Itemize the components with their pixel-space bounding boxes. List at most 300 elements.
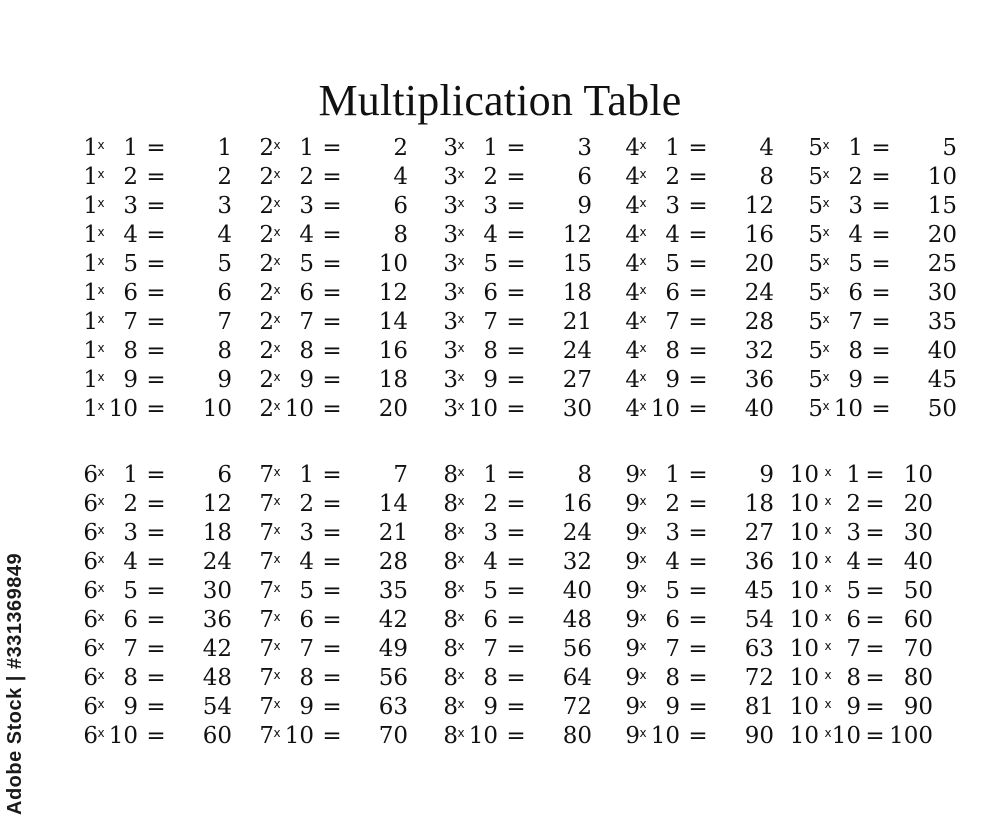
product: 72 bbox=[744, 665, 774, 691]
multiplier: 2 bbox=[299, 164, 314, 190]
equals-sign: = bbox=[506, 338, 526, 364]
equation-row bbox=[787, 577, 977, 606]
multiply-sign: x bbox=[639, 581, 647, 595]
multiply-sign: x bbox=[639, 552, 647, 566]
equals-sign: = bbox=[146, 694, 166, 720]
product: 14 bbox=[378, 491, 408, 517]
multiplicand: 1 bbox=[83, 280, 98, 306]
multiplier: 3 bbox=[299, 193, 314, 219]
multiplier: 8 bbox=[665, 665, 680, 691]
multiplier: 1 bbox=[123, 135, 138, 161]
multiplicand: 5 bbox=[808, 193, 823, 219]
multiplicand: 5 bbox=[808, 222, 823, 248]
multiplier: 10 bbox=[468, 723, 498, 749]
equals-sign: = bbox=[146, 222, 166, 248]
multiplier: 1 bbox=[483, 135, 498, 161]
multiply-sign: x bbox=[273, 254, 281, 268]
multiply-sign: x bbox=[97, 726, 105, 740]
equation-row bbox=[72, 134, 262, 163]
multiplicand: 10 bbox=[789, 491, 819, 517]
multiplier: 10 bbox=[284, 396, 314, 422]
product: 48 bbox=[202, 665, 232, 691]
multiplier: 4 bbox=[299, 222, 314, 248]
equals-sign: = bbox=[146, 309, 166, 335]
stock-watermark-id: Adobe Stock | #331369849 bbox=[4, 552, 26, 815]
equals-sign: = bbox=[871, 338, 891, 364]
multiplicand: 6 bbox=[83, 665, 98, 691]
equals-sign: = bbox=[871, 367, 891, 393]
product: 3 bbox=[217, 193, 232, 219]
product: 8 bbox=[393, 222, 408, 248]
equals-sign: = bbox=[146, 636, 166, 662]
multiplier: 2 bbox=[665, 491, 680, 517]
multiplicand: 6 bbox=[83, 491, 98, 517]
multiplier: 6 bbox=[123, 280, 138, 306]
multiply-sign: x bbox=[639, 399, 647, 413]
multiplier: 3 bbox=[848, 193, 863, 219]
equals-sign: = bbox=[146, 520, 166, 546]
equals-sign: = bbox=[322, 694, 342, 720]
equation-row bbox=[72, 221, 262, 250]
multiplier: 3 bbox=[665, 520, 680, 546]
multiplicand: 7 bbox=[259, 520, 274, 546]
multiplier: 10 bbox=[108, 723, 138, 749]
multiply-sign: x bbox=[457, 494, 465, 508]
equals-sign: = bbox=[146, 396, 166, 422]
multiplicand: 2 bbox=[259, 222, 274, 248]
multiplier: 8 bbox=[483, 665, 498, 691]
product: 45 bbox=[927, 367, 957, 393]
multiply-sign: x bbox=[457, 697, 465, 711]
equation-row bbox=[248, 250, 438, 279]
multiply-sign: x bbox=[273, 138, 281, 152]
page-title: Multiplication Table bbox=[318, 76, 682, 126]
product: 15 bbox=[927, 193, 957, 219]
product: 60 bbox=[202, 723, 232, 749]
multiplicand: 3 bbox=[443, 367, 458, 393]
multiplicand: 9 bbox=[625, 723, 640, 749]
multiplicand: 2 bbox=[259, 338, 274, 364]
product: 9 bbox=[577, 193, 592, 219]
multiply-sign: x bbox=[457, 726, 465, 740]
multiplier: 5 bbox=[123, 251, 138, 277]
product: 21 bbox=[378, 520, 408, 546]
multiplier: 9 bbox=[299, 367, 314, 393]
equation-row bbox=[797, 308, 987, 337]
equals-sign: = bbox=[506, 694, 526, 720]
multiply-sign: x bbox=[97, 283, 105, 297]
multiplier: 6 bbox=[483, 607, 498, 633]
equation-row bbox=[432, 461, 622, 490]
multiplicand: 6 bbox=[83, 636, 98, 662]
equation-row bbox=[614, 337, 804, 366]
equation-row bbox=[614, 577, 804, 606]
multiplier: 5 bbox=[299, 251, 314, 277]
equation-row bbox=[432, 134, 622, 163]
multiplier: 6 bbox=[483, 280, 498, 306]
multiply-sign: x bbox=[273, 697, 281, 711]
equals-sign: = bbox=[322, 491, 342, 517]
equals-sign: = bbox=[506, 367, 526, 393]
equation-row bbox=[72, 366, 262, 395]
multiply-sign: x bbox=[457, 225, 465, 239]
multiplicand: 10 bbox=[789, 607, 819, 633]
multiplier: 2 bbox=[483, 164, 498, 190]
multiplier: 4 bbox=[299, 549, 314, 575]
multiply-sign: x bbox=[97, 138, 105, 152]
equation-row bbox=[797, 192, 987, 221]
multiplicand: 10 bbox=[789, 578, 819, 604]
product: 21 bbox=[562, 309, 592, 335]
multiplicand: 3 bbox=[443, 396, 458, 422]
multiply-sign: x bbox=[457, 399, 465, 413]
equals-sign: = bbox=[688, 462, 708, 488]
multiply-sign: x bbox=[273, 225, 281, 239]
multiplicand: 1 bbox=[83, 309, 98, 335]
multiplier: 2 bbox=[123, 164, 138, 190]
product: 35 bbox=[927, 309, 957, 335]
equation-row bbox=[614, 279, 804, 308]
equals-sign: = bbox=[322, 462, 342, 488]
product: 24 bbox=[562, 520, 592, 546]
equals-sign: = bbox=[871, 193, 891, 219]
multiply-sign: x bbox=[97, 523, 105, 537]
equals-sign: = bbox=[688, 280, 708, 306]
multiply-sign: x bbox=[822, 283, 830, 297]
equals-sign: = bbox=[865, 578, 885, 604]
multiply-sign: x bbox=[822, 138, 830, 152]
multiply-sign: x bbox=[97, 552, 105, 566]
equals-sign: = bbox=[865, 607, 885, 633]
multiplicand: 10 bbox=[789, 636, 819, 662]
equation-row bbox=[787, 461, 977, 490]
equals-sign: = bbox=[506, 723, 526, 749]
equals-sign: = bbox=[871, 396, 891, 422]
equation-row bbox=[432, 221, 622, 250]
multiplier: 8 bbox=[299, 665, 314, 691]
multiplicand: 4 bbox=[625, 396, 640, 422]
product: 27 bbox=[744, 520, 774, 546]
multiply-sign: x bbox=[97, 167, 105, 181]
equation-row bbox=[72, 250, 262, 279]
equation-row bbox=[72, 163, 262, 192]
product: 24 bbox=[744, 280, 774, 306]
product: 50 bbox=[903, 578, 933, 604]
equation-row bbox=[614, 635, 804, 664]
multiply-sign: x bbox=[824, 494, 832, 508]
multiplicand: 10 bbox=[789, 520, 819, 546]
equation-row bbox=[787, 490, 977, 519]
multiply-sign: x bbox=[639, 494, 647, 508]
multiplier: 1 bbox=[123, 462, 138, 488]
equals-sign: = bbox=[506, 549, 526, 575]
multiplier: 10 bbox=[831, 723, 861, 749]
multiply-sign: x bbox=[273, 370, 281, 384]
multiplier: 1 bbox=[665, 135, 680, 161]
equals-sign: = bbox=[506, 309, 526, 335]
multiply-sign: x bbox=[824, 610, 832, 624]
product: 1 bbox=[217, 135, 232, 161]
product: 8 bbox=[577, 462, 592, 488]
equation-row bbox=[797, 395, 987, 424]
multiply-sign: x bbox=[457, 552, 465, 566]
multiply-sign: x bbox=[457, 312, 465, 326]
multiply-sign: x bbox=[457, 370, 465, 384]
multiplier: 4 bbox=[665, 549, 680, 575]
equation-row bbox=[797, 279, 987, 308]
multiply-sign: x bbox=[824, 639, 832, 653]
multiplicand: 3 bbox=[443, 309, 458, 335]
multiply-sign: x bbox=[822, 167, 830, 181]
multiplier: 2 bbox=[846, 491, 861, 517]
equation-row bbox=[614, 722, 804, 751]
multiply-sign: x bbox=[639, 668, 647, 682]
equals-sign: = bbox=[688, 367, 708, 393]
equals-sign: = bbox=[506, 578, 526, 604]
product: 40 bbox=[744, 396, 774, 422]
multiply-sign: x bbox=[97, 399, 105, 413]
multiplier: 10 bbox=[650, 396, 680, 422]
equation-row bbox=[614, 192, 804, 221]
multiply-sign: x bbox=[822, 370, 830, 384]
product: 72 bbox=[562, 694, 592, 720]
equals-sign: = bbox=[871, 222, 891, 248]
multiplicand: 8 bbox=[443, 549, 458, 575]
equals-sign: = bbox=[322, 578, 342, 604]
equals-sign: = bbox=[506, 607, 526, 633]
multiplier: 7 bbox=[299, 636, 314, 662]
equation-row bbox=[72, 490, 262, 519]
equation-row bbox=[248, 221, 438, 250]
equals-sign: = bbox=[146, 607, 166, 633]
equation-row bbox=[248, 308, 438, 337]
equals-sign: = bbox=[146, 135, 166, 161]
equals-sign: = bbox=[865, 549, 885, 575]
equals-sign: = bbox=[871, 251, 891, 277]
equation-row bbox=[797, 366, 987, 395]
multiply-sign: x bbox=[273, 668, 281, 682]
product: 10 bbox=[202, 396, 232, 422]
multiplier: 4 bbox=[483, 549, 498, 575]
multiply-sign: x bbox=[97, 639, 105, 653]
multiplier: 5 bbox=[665, 578, 680, 604]
equation-row bbox=[432, 606, 622, 635]
product: 40 bbox=[562, 578, 592, 604]
multiplier: 5 bbox=[483, 251, 498, 277]
product: 36 bbox=[744, 549, 774, 575]
multiplier: 7 bbox=[483, 636, 498, 662]
multiply-sign: x bbox=[97, 254, 105, 268]
multiplicand: 3 bbox=[443, 193, 458, 219]
multiplicand: 7 bbox=[259, 694, 274, 720]
multiply-sign: x bbox=[639, 610, 647, 624]
equation-row bbox=[797, 250, 987, 279]
equation-row bbox=[248, 337, 438, 366]
multiplicand: 2 bbox=[259, 251, 274, 277]
equation-row bbox=[248, 366, 438, 395]
equation-row bbox=[614, 519, 804, 548]
multiplicand: 10 bbox=[789, 462, 819, 488]
equals-sign: = bbox=[146, 251, 166, 277]
multiply-sign: x bbox=[273, 552, 281, 566]
multiplicand: 1 bbox=[83, 338, 98, 364]
equals-sign: = bbox=[688, 338, 708, 364]
equals-sign: = bbox=[688, 396, 708, 422]
multiplicand: 2 bbox=[259, 280, 274, 306]
product: 24 bbox=[562, 338, 592, 364]
times-table-1 bbox=[72, 134, 262, 424]
multiplier: 8 bbox=[848, 338, 863, 364]
product: 80 bbox=[562, 723, 592, 749]
times-table-6 bbox=[72, 461, 262, 751]
multiply-sign: x bbox=[97, 341, 105, 355]
equals-sign: = bbox=[146, 193, 166, 219]
multiplicand: 2 bbox=[259, 367, 274, 393]
multiply-sign: x bbox=[639, 225, 647, 239]
multiplicand: 7 bbox=[259, 636, 274, 662]
multiplicand: 8 bbox=[443, 462, 458, 488]
product: 56 bbox=[562, 636, 592, 662]
multiplier: 7 bbox=[665, 309, 680, 335]
equals-sign: = bbox=[865, 665, 885, 691]
product: 6 bbox=[577, 164, 592, 190]
equals-sign: = bbox=[146, 549, 166, 575]
multiplier: 6 bbox=[123, 607, 138, 633]
multiplicand: 4 bbox=[625, 251, 640, 277]
multiplier: 4 bbox=[123, 549, 138, 575]
multiplicand: 4 bbox=[625, 367, 640, 393]
multiplicand: 5 bbox=[808, 309, 823, 335]
equation-row bbox=[614, 693, 804, 722]
multiplier: 8 bbox=[846, 665, 861, 691]
multiplicand: 5 bbox=[808, 135, 823, 161]
multiplicand: 1 bbox=[83, 193, 98, 219]
product: 42 bbox=[202, 636, 232, 662]
multiplier: 7 bbox=[665, 636, 680, 662]
multiplier: 7 bbox=[123, 636, 138, 662]
equals-sign: = bbox=[506, 636, 526, 662]
multiplicand: 9 bbox=[625, 578, 640, 604]
times-table-10 bbox=[787, 461, 977, 751]
multiply-sign: x bbox=[97, 370, 105, 384]
equals-sign: = bbox=[506, 164, 526, 190]
multiplicand: 5 bbox=[808, 367, 823, 393]
equals-sign: = bbox=[688, 193, 708, 219]
equals-sign: = bbox=[146, 462, 166, 488]
multiplier: 1 bbox=[665, 462, 680, 488]
equation-row bbox=[614, 134, 804, 163]
product: 24 bbox=[202, 549, 232, 575]
multiply-sign: x bbox=[273, 523, 281, 537]
product: 6 bbox=[217, 462, 232, 488]
equals-sign: = bbox=[506, 193, 526, 219]
equation-row bbox=[787, 722, 977, 751]
equation-row bbox=[72, 519, 262, 548]
multiplier: 8 bbox=[123, 665, 138, 691]
multiplicand: 3 bbox=[443, 222, 458, 248]
product: 20 bbox=[927, 222, 957, 248]
equation-row bbox=[614, 250, 804, 279]
equation-row bbox=[432, 722, 622, 751]
equation-row bbox=[432, 395, 622, 424]
multiplicand: 7 bbox=[259, 607, 274, 633]
product: 35 bbox=[378, 578, 408, 604]
equation-row bbox=[248, 519, 438, 548]
product: 42 bbox=[378, 607, 408, 633]
multiply-sign: x bbox=[457, 167, 465, 181]
multiplier: 7 bbox=[483, 309, 498, 335]
product: 14 bbox=[378, 309, 408, 335]
multiplicand: 7 bbox=[259, 723, 274, 749]
equation-row bbox=[787, 693, 977, 722]
multiply-sign: x bbox=[273, 465, 281, 479]
product: 49 bbox=[378, 636, 408, 662]
product: 27 bbox=[562, 367, 592, 393]
equation-row bbox=[787, 548, 977, 577]
multiply-sign: x bbox=[639, 697, 647, 711]
multiplicand: 8 bbox=[443, 520, 458, 546]
multiplicand: 4 bbox=[625, 222, 640, 248]
multiplier: 2 bbox=[299, 491, 314, 517]
product: 54 bbox=[202, 694, 232, 720]
equals-sign: = bbox=[688, 665, 708, 691]
product: 16 bbox=[378, 338, 408, 364]
multiplier: 2 bbox=[848, 164, 863, 190]
multiply-sign: x bbox=[273, 639, 281, 653]
equals-sign: = bbox=[322, 396, 342, 422]
multiply-sign: x bbox=[457, 610, 465, 624]
multiplier: 1 bbox=[483, 462, 498, 488]
product: 18 bbox=[562, 280, 592, 306]
multiplier: 7 bbox=[848, 309, 863, 335]
product: 28 bbox=[378, 549, 408, 575]
multiplicand: 7 bbox=[259, 665, 274, 691]
multiplicand: 9 bbox=[625, 665, 640, 691]
equals-sign: = bbox=[322, 367, 342, 393]
equals-sign: = bbox=[688, 135, 708, 161]
equation-row bbox=[248, 134, 438, 163]
multiply-sign: x bbox=[824, 697, 832, 711]
equation-row bbox=[248, 395, 438, 424]
product: 36 bbox=[744, 367, 774, 393]
multiplicand: 3 bbox=[443, 164, 458, 190]
multiplicand: 5 bbox=[808, 338, 823, 364]
equals-sign: = bbox=[688, 520, 708, 546]
multiply-sign: x bbox=[273, 312, 281, 326]
multiplier: 8 bbox=[483, 338, 498, 364]
equation-row bbox=[787, 635, 977, 664]
product: 12 bbox=[744, 193, 774, 219]
product: 18 bbox=[202, 520, 232, 546]
equation-row bbox=[72, 308, 262, 337]
multiplier: 3 bbox=[483, 193, 498, 219]
equation-row bbox=[432, 664, 622, 693]
multiplier: 10 bbox=[468, 396, 498, 422]
equation-row bbox=[72, 577, 262, 606]
product: 25 bbox=[927, 251, 957, 277]
product: 36 bbox=[202, 607, 232, 633]
multiply-sign: x bbox=[639, 726, 647, 740]
multiplicand: 10 bbox=[789, 549, 819, 575]
multiply-sign: x bbox=[457, 138, 465, 152]
equals-sign: = bbox=[506, 520, 526, 546]
product: 90 bbox=[903, 694, 933, 720]
times-table-9 bbox=[614, 461, 804, 751]
multiply-sign: x bbox=[824, 523, 832, 537]
equals-sign: = bbox=[688, 694, 708, 720]
multiplier: 3 bbox=[483, 520, 498, 546]
multiplier: 1 bbox=[848, 135, 863, 161]
